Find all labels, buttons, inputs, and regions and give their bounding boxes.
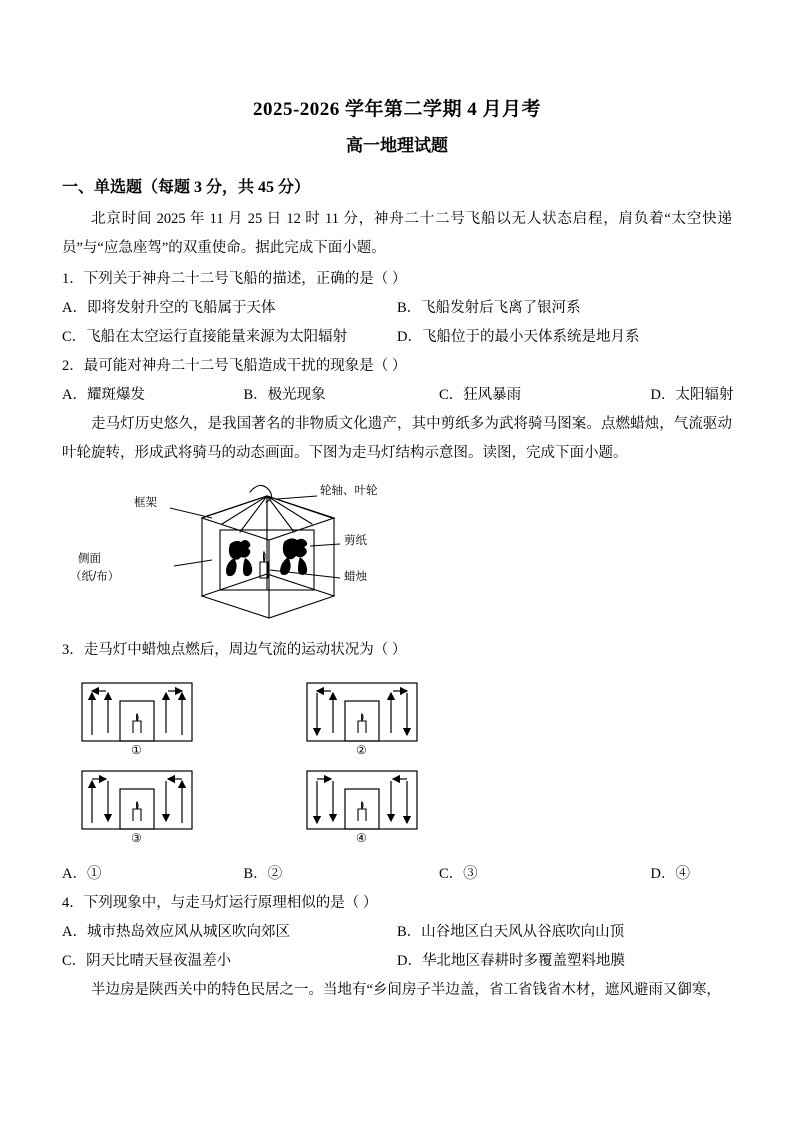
material-passage-1: 北京时间 2025 年 11 月 25 日 12 时 11 分，神舟二十二号飞船以无人状态启程，肩负着“太空快递员”与“应急座驾”的双重使命。据此完成下面小题。 [62, 211, 732, 256]
question-3-stem: 3．走马灯中蜡烛点燃后，周边气流的运动状况为（ ） [62, 642, 407, 658]
question-1-options [62, 294, 732, 323]
option-4-a[interactable]: A．城市热岛效应风从城区吹向郊区 [62, 924, 290, 940]
option-2-b[interactable]: B．极光现象 [243, 387, 326, 403]
option-1-c[interactable]: C．飞船在太空运行直接能量来源为太阳辐射 [62, 329, 348, 345]
question-2-options [62, 381, 732, 410]
option-3-c[interactable]: C．③ [439, 866, 478, 882]
question-1-options-2 [62, 323, 732, 352]
figure-caption-3: ③ [131, 831, 142, 845]
figure-caption-1: ① [131, 743, 142, 757]
material-passage-3: 半边房是陕西关中的特色民居之一。当地有“乡间房子半边盖，省工省钱省木材，遮风避雨又御寒， [91, 982, 721, 998]
option-2-d[interactable]: D．太阳辐射 [650, 387, 734, 403]
option-3-a[interactable]: A．① [62, 866, 102, 882]
option-3-d[interactable]: D．④ [650, 866, 690, 882]
question-4-stem: 4．下列现象中，与走马灯运行原理相似的是（ ） [62, 895, 378, 911]
figure-label-frame: 框架 [134, 497, 157, 509]
figure-caption-4: ④ [356, 831, 367, 845]
figure-airflow-options [62, 671, 732, 856]
question-2-stem: 2．最可能对神舟二十二号飞船造成干扰的现象是（ ） [62, 358, 407, 374]
figure-label-side: 侧面 [78, 553, 101, 565]
option-4-b[interactable]: B．山谷地区白天风从谷底吹向山顶 [397, 924, 625, 940]
figure-label-papercut: 剪纸 [344, 535, 367, 547]
option-4-d[interactable]: D．华北地区春耕时多覆盖塑料地膜 [397, 953, 625, 969]
question-3-options [62, 860, 732, 889]
figure-label-candle: 蜡烛 [344, 571, 367, 583]
option-4-c[interactable]: C．阴天比晴天昼夜温差小 [62, 953, 232, 969]
figure-lantern-svg [62, 474, 732, 634]
option-2-a[interactable]: A．耀斑爆发 [62, 387, 145, 403]
question-4-options [62, 918, 732, 947]
option-1-b[interactable]: B．飞船发射后飞离了银河系 [397, 300, 581, 316]
option-3-b[interactable]: B．② [243, 866, 283, 882]
question-4-options-2 [62, 947, 732, 976]
figure-lantern-structure [62, 474, 732, 634]
option-2-c[interactable]: C．狂风暴雨 [439, 387, 522, 403]
page-title: 2025-2026 学年第二学期 4 月月考 [252, 99, 542, 120]
figure-caption-2: ② [356, 743, 367, 757]
figure-label-axle-impeller: 轮轴、叶轮 [320, 485, 378, 497]
figure-label-side-material: （纸/布） [70, 571, 120, 583]
material-passage-2: 走马灯历史悠久，是我国著名的非物质文化遗产，其中剪纸多为武将骑马图案。点燃蜡烛，气流驱动叶轮旋转，形成武将骑马的动态画面。下图为走马灯结构示意图。读图，完成下面小题。 [62, 416, 732, 461]
section-heading-single-choice: 一、单选题（每题 3 分，共 45 分） [62, 179, 311, 196]
page-subtitle: 高一地理试题 [346, 136, 448, 155]
option-1-d[interactable]: D．飞船位于的最小天体系统是地月系 [397, 329, 640, 345]
question-1-stem: 1．下列关于神舟二十二号飞船的描述，正确的是（ ） [62, 271, 407, 287]
figure-airflow-svg [62, 671, 732, 856]
option-1-a[interactable]: A．即将发射升空的飞船属于天体 [62, 300, 276, 316]
